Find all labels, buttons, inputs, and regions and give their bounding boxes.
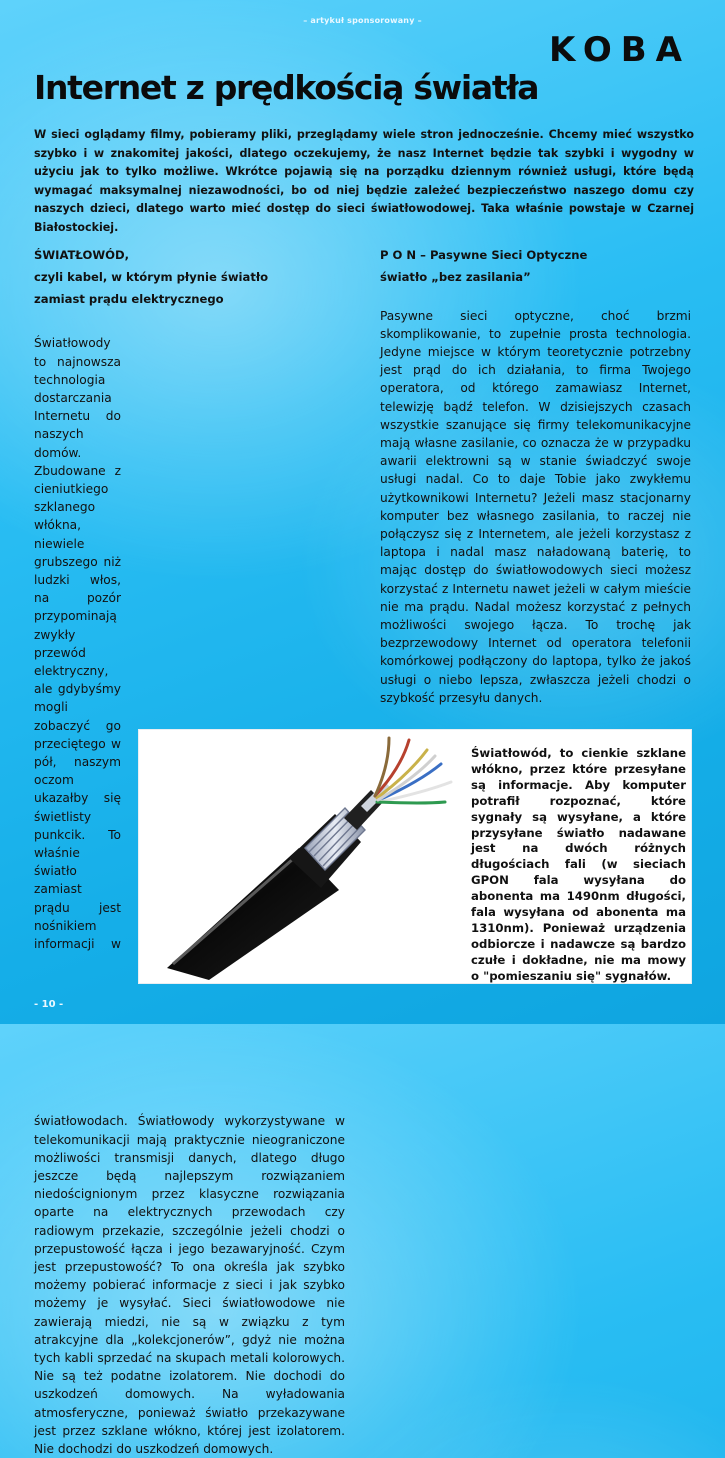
fiber-figure xyxy=(138,729,692,984)
left-heading-line2: czyli kabel, w którym płynie światło xyxy=(34,269,269,284)
page-number: - 10 - xyxy=(34,999,64,1010)
brand-logo: KOBA xyxy=(549,30,691,70)
left-heading-line3: zamiast prądu elektrycznego xyxy=(34,291,224,306)
right-heading-line2: światło „bez zasilania” xyxy=(380,269,531,284)
right-heading-line1: P O N – Pasywne Sieci Optyczne xyxy=(380,248,588,262)
right-column-body: Pasywne sieci optyczne, choć brzmi skomplikowanie, to zupełnie prosta technologia. Jedyne miejsce w którym teoretycznie potrzebny jest prąd do ich działania, to firma Twojego operatora, od którego zamawiasz Internet, telewizję bądź telefon. W dzisiejszych czasach wszystkie szanujące się firmy telekomunikacyjne mają własne zasilanie, co oznacza że w przypadku awarii elektrowni są w stanie świadczyć swoje usługi nadal. Co to daje Tobie jako zwykłemu użytkownikowi Internetu? Jeżeli masz stacjonarny komputer bez własnego zasilania, to raczej nie połączysz się z Internetem, ale jeżeli korzystasz z laptopa i nadal masz naładowaną baterię, to mając dostęp do światłowodowych sieci możesz korzystać z Internetu nawet jeżeli w całym mieście nie ma prądu. Nadal możesz korzystać z pełnych możliwości swojego łącza. To trochę jak bezprzewodowy Internet od operatora telefonii komórkowej podłączony do laptopa, tylko że jakoś usługi o niebo lepsza, zwłaszcza jeżeli chodzi o szybkość przesyłu danych. xyxy=(380,308,691,705)
article-lead: W sieci oglądamy filmy, pobieramy pliki, przeglądamy wiele stron jednocześnie. Chcemy mieć wszystko szybko i w znakomitej jakości, dlatego oczekujemy, że nasz Internet będzie tak szybki i wygodny w użyciu jak to tylko możliwe. Wkrótce pojawią się na porządku dziennym również usługi, które będą wymagać maksymalnej niezawodności, bo od niej będzie zależeć bezpieczeństwo naszego domu czy naszych dzieci, dlatego warto mieć dostęp do sieci światłowodowej. Taka właśnie powstaje w Czarnej Białostockiej. xyxy=(34,128,694,234)
right-column xyxy=(380,245,691,707)
right-column-heading xyxy=(380,245,691,289)
figure-caption: Światłowód, to cienkie szklane włókno, przez które przesyłane są informacje. Aby komputer potrafił rozpoznać, które sygnały są wysyłane, a które przysyłane światło nadawane jest na dwóch różnych długościach fali (w sieciach GPON fala wysyłana do abonenta ma 1490nm długości, fala wysyłana od abonenta ma 1310nm). Ponieważ urządzenia odbiorcze i nadawcze są bardzo czułe i dokładne, nie ma mowy o "pomieszaniu się" sygnałów. xyxy=(471,746,686,983)
left-column-heading xyxy=(34,245,345,310)
article-title: Internet z prędkością światła xyxy=(34,68,539,107)
left-column-body: Światłowody to najnowsza technologia dostarczania Internetu do naszych domów. Zbudowane z cieniutkiego szklanego włókna, niewiele grubszego niż ludzki włos, na pozór przypominają zwykły przewód elektryczny, ale gdybyśmy mogli zobaczyć go przeciętego w pół, naszym oczom ukazałby się świetlisty punkcik. To właśnie światło zamiast prądu jest nośnikiem informacji w światłowodach. Światłowody wykorzystywane w telekomunikacji mają praktycznie nieograniczone możliwości transmisji danych, dlatego długo jeszcze będą najlepszym rozwiązaniem niedoścignionym przez klasyczne rozwiązania oparte na elektrycznych przewodach czy radiowym przekazie, szczególnie jeżeli chodzi o przepustowość łącza i jego bezawaryjność. Czym jest przepustowość? To ona określa jak szybko możemy pobierać informacje z sieci i jak szybko możemy je wysyłać. Sieci światłowodowe nie zawierają miedzi, nie są w związku z tym atrakcyjne dla „kolekcjonerów”, gdyż nie można tych kabli sprzedać na skupach metali kolorowych. Nie są też podatne izolatorem. Nie dochodi do uszkodzeń domowych. Na wyładowania atmosferyczne, ponieważ światło przekazywane jest przez szklane włókno, której jest izolatorem. Nie dochodzi do uszkodzeń domowych. xyxy=(34,336,345,1457)
fiber-optic-cable-image xyxy=(139,730,469,985)
left-heading-line1: ŚWIATŁOWÓD, xyxy=(34,248,129,262)
sponsored-article-label: – artykuł sponsorowany – xyxy=(303,16,422,25)
